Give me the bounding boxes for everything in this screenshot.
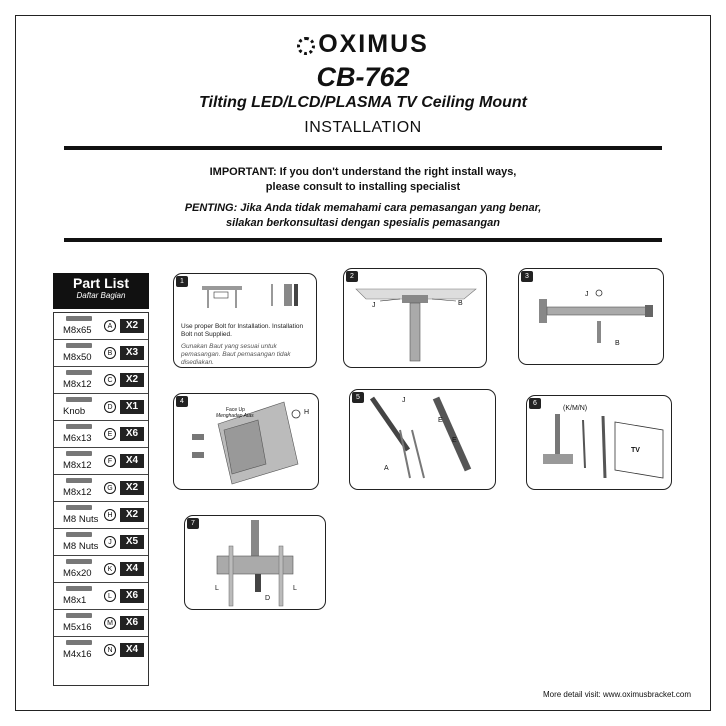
part-code: J: [104, 536, 116, 548]
part-image: [66, 424, 92, 429]
part-code: G: [104, 482, 116, 494]
part-image: [66, 586, 92, 591]
part-name: M8x12: [63, 379, 92, 390]
part-code: A: [104, 320, 116, 332]
step-number: 1: [176, 276, 188, 287]
label-b: B: [615, 340, 620, 347]
step-number: 3: [521, 271, 533, 282]
step-3-panel: [518, 268, 664, 365]
note-english: Use proper Bolt for Installation. Installation Bolt not Supplied.: [181, 323, 304, 338]
top-rule: [64, 146, 662, 150]
part-row: [54, 610, 148, 637]
part-image: [66, 478, 92, 483]
label-d: D: [265, 595, 271, 602]
part-image: [66, 640, 92, 645]
part-name: M6x13: [63, 433, 92, 444]
part-row: [54, 367, 148, 394]
part-name: M5x16: [63, 622, 92, 633]
label-face-up: Face Up: [226, 407, 245, 413]
part-name: M4x16: [63, 649, 92, 660]
step-3-illustration: [519, 269, 664, 365]
part-name: Knob: [63, 406, 86, 417]
label-e-2: E: [452, 437, 457, 444]
label-h: H: [304, 409, 310, 416]
label-l-1: L: [215, 585, 219, 592]
product-subtitle: Tilting LED/LCD/PLASMA TV Ceiling Mount: [199, 94, 527, 111]
label-l-2: L: [293, 585, 297, 592]
part-quantity: X2: [120, 508, 144, 522]
step-number: 4: [176, 396, 188, 407]
step-number: 6: [529, 398, 541, 409]
part-name: M8x1: [63, 595, 87, 606]
step-7-illustration: [185, 516, 326, 610]
part-image: [66, 532, 92, 537]
part-name: M8x50: [63, 352, 92, 363]
part-quantity: X1: [120, 400, 144, 414]
part-image: [66, 397, 92, 402]
part-image: [66, 613, 92, 618]
part-quantity: X2: [120, 481, 144, 495]
part-row: [54, 475, 148, 502]
part-row: [54, 340, 148, 367]
part-quantity: X3: [120, 346, 144, 360]
part-name: M8x12: [63, 460, 92, 471]
part-row: [54, 394, 148, 421]
step-4-panel: [173, 393, 319, 490]
part-quantity: X4: [120, 643, 144, 657]
part-name: M8 Nuts: [63, 514, 99, 525]
part-quantity: X4: [120, 562, 144, 576]
label-e-1: E: [438, 417, 443, 424]
part-row: [54, 556, 148, 583]
model-title: CB-762: [316, 62, 410, 92]
label-j: J: [585, 291, 589, 298]
part-row: [54, 421, 148, 448]
label-kmn: (K/M/N): [563, 405, 588, 412]
part-code: B: [104, 347, 116, 359]
step-number: 7: [187, 518, 199, 529]
step-2-panel: [343, 268, 487, 368]
bottom-rule: [64, 238, 662, 242]
step-5-illustration: [350, 390, 496, 490]
part-code: D: [104, 401, 116, 413]
part-list-header: [53, 273, 149, 309]
brand-logo: [0, 30, 726, 59]
important-line-2: please consult to installing specialist: [265, 181, 461, 193]
label-b: B: [458, 300, 463, 307]
part-quantity: X6: [120, 427, 144, 441]
part-list-title: Part List: [72, 275, 129, 291]
part-code: K: [104, 563, 116, 575]
part-code: M: [104, 617, 116, 629]
penting-line-2: silakan berkonsultasi dengan spesialis pemasangan: [226, 217, 500, 229]
installation-heading: INSTALLATION: [304, 119, 422, 136]
part-name: M8 Nuts: [63, 541, 99, 552]
step-2-illustration: [344, 269, 487, 368]
label-a: A: [384, 465, 389, 472]
step-number: 5: [352, 392, 364, 403]
part-code: E: [104, 428, 116, 440]
part-row: [54, 583, 148, 610]
step-1-note: [181, 323, 315, 367]
part-code: L: [104, 590, 116, 602]
penting-line-1: PENTING: Jika Anda tidak memahami cara pemasangan yang benar,: [184, 202, 542, 214]
part-image: [66, 316, 92, 321]
part-image: [66, 559, 92, 564]
step-number: 2: [346, 271, 358, 282]
logo-icon: [297, 37, 315, 55]
part-image: [66, 343, 92, 348]
part-image: [66, 451, 92, 456]
label-tv: TV: [631, 447, 640, 454]
part-quantity: X6: [120, 589, 144, 603]
label-face-up-id: Menghadap Atas: [216, 413, 254, 419]
part-name: M6x20: [63, 568, 92, 579]
step-7-panel: [184, 515, 326, 610]
part-quantity: X6: [120, 616, 144, 630]
note-indonesian: Gunakan Baut yang sesuai untuk pemasangan. Baut pemasangan tidak disediakan.: [181, 343, 291, 366]
part-image: [66, 505, 92, 510]
part-code: F: [104, 455, 116, 467]
part-row: [54, 637, 148, 664]
brand-name: OXIMUS: [318, 30, 429, 58]
part-quantity: X4: [120, 454, 144, 468]
step-4-illustration: [174, 394, 319, 490]
part-row: [54, 502, 148, 529]
label-j: J: [372, 302, 376, 309]
part-code: H: [104, 509, 116, 521]
part-row: [54, 448, 148, 475]
part-row: [54, 529, 148, 556]
part-image: [66, 370, 92, 375]
part-quantity: X2: [120, 319, 144, 333]
step-6-illustration: [527, 396, 672, 490]
step-1-panel: [173, 273, 317, 368]
part-name: M8x12: [63, 487, 92, 498]
part-row: [54, 313, 148, 340]
step-5-panel: [349, 389, 496, 490]
step-6-panel: [526, 395, 672, 490]
part-quantity: X5: [120, 535, 144, 549]
footer-link-text: More detail visit: www.oximusbracket.com: [542, 690, 691, 699]
important-line-1: IMPORTANT: If you don't understand the right install ways,: [209, 166, 517, 178]
part-quantity: X2: [120, 373, 144, 387]
part-code: C: [104, 374, 116, 386]
part-list-subtitle: Daftar Bagian: [76, 291, 126, 300]
part-name: M8x65: [63, 325, 92, 336]
label-j: J: [402, 397, 406, 404]
part-list: [53, 312, 149, 686]
part-code: N: [104, 644, 116, 656]
